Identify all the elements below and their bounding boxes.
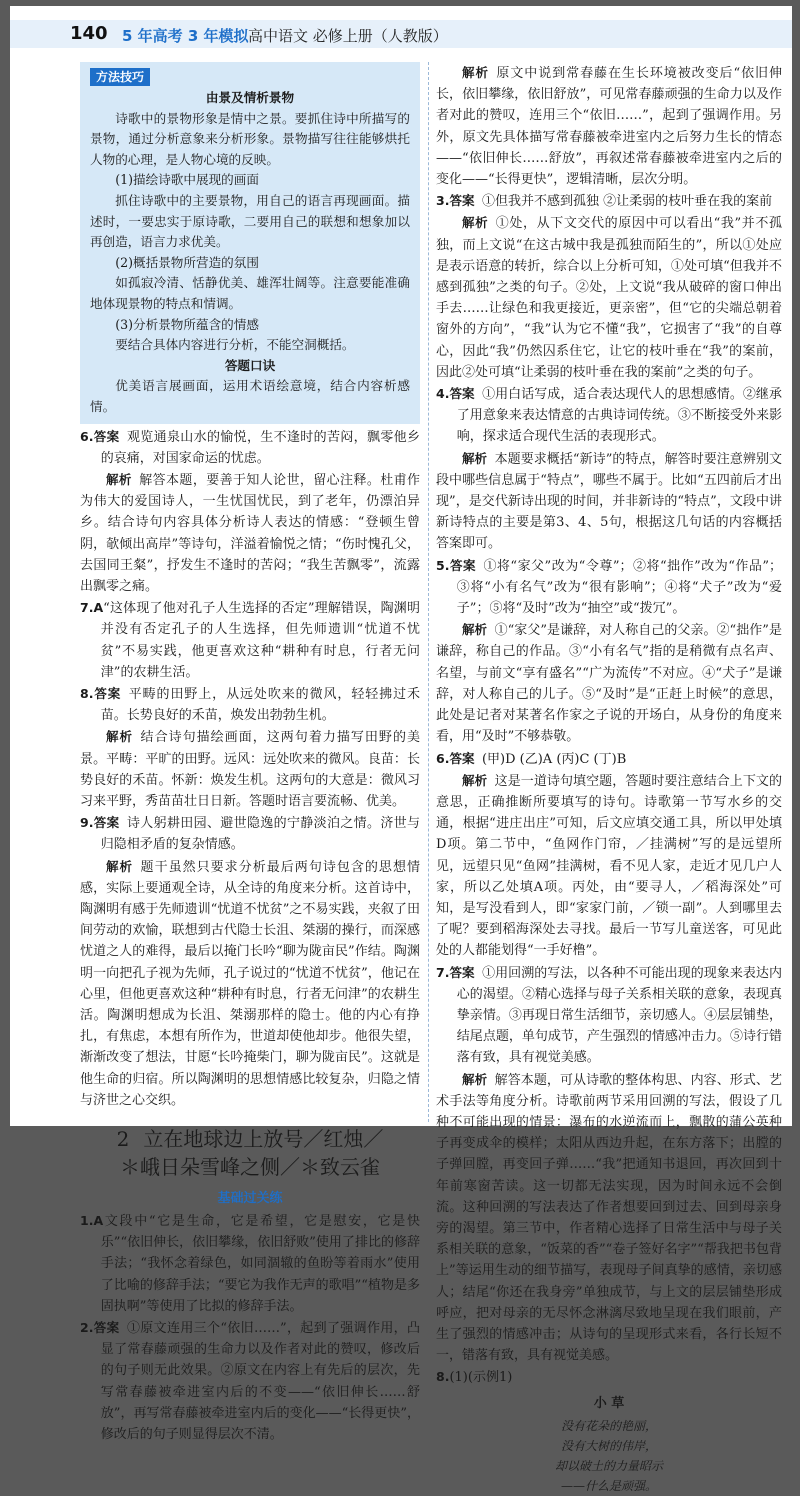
answer-entry bbox=[436, 212, 782, 383]
section-title-line2: ＊峨日朵雪峰之侧／＊致云雀 bbox=[120, 1155, 380, 1179]
poem bbox=[436, 1416, 782, 1496]
answer-entry bbox=[80, 597, 420, 683]
question-number: 3. bbox=[436, 193, 450, 209]
entry-text: ①“家父”是谦辞，对人称自己的父亲。②“拙作”是谦辞，称自己的作品。③“小有名气”指的是稍微有点名声、名望，与前文“享有盛名”“广为流传”不对应。④“犬子”是谦辞，对人称自己的儿子。⑤“及时”是“正赶上时候”的意思，此处是记者对某著名作家之子说的开场白，从身份的角度来看，用“及时”不够恭敬。 bbox=[436, 623, 782, 745]
answer-entry bbox=[80, 856, 420, 1111]
entry-text: 结合诗句描绘画面，这两句着力描写田野的美景。平畴：平旷的田野。远风：远处吹来的微风。良苗：长势良好的禾苗。怀新：焕发生机。这两句的大意是：微风习习来平野，秀苗苗壮日日新。答题时语言要流畅、优美。 bbox=[80, 730, 420, 809]
poem-line: 却以破土的力量昭示 bbox=[554, 1458, 663, 1473]
section-heading bbox=[80, 1125, 420, 1181]
entry-text: ①用回溯的写法，以各种不可能出现的现象来表达内心的渴望。②精心选择与母子关系相关联的意象，表现真挚亲情。③再现日常生活细节，亲切感人。④层层铺垫，结尾点题，单句成节，产生强烈的情感冲击力。⑤诗行错落有致，具有视觉美感。 bbox=[456, 965, 782, 1066]
formula-title: 答题口诀 bbox=[224, 357, 276, 373]
question-number: 7. bbox=[436, 964, 450, 980]
entry-label: 解析 bbox=[462, 1071, 488, 1087]
entry-text: (1)(示例1) bbox=[449, 1370, 513, 1386]
question-number: 1.A bbox=[80, 1213, 104, 1228]
column-divider bbox=[428, 62, 429, 1122]
answer-entry bbox=[436, 619, 782, 747]
entry-text: 平畴的田野上，从远处吹来的微风，轻轻拂过禾苗。长势良好的禾苗，焕发出勃勃生机。 bbox=[100, 686, 420, 724]
entry-text: (甲)D (乙)A (丙)C (丁)B bbox=[481, 751, 627, 767]
answer-entry bbox=[80, 426, 420, 469]
answer-entry bbox=[436, 748, 782, 770]
answer-entry bbox=[80, 1210, 420, 1317]
entry-text: ①原文连用三个“依旧……”，起到了强调作用，凸显了常春藤顽强的生命力以及作者对此的赞叹，修改后的句子则无此效果。②原文在内容上有先后的层次，先写常春藤被牵进室内后的不变——“依旧伸长……舒放”，再写常春藤被牵进室内后的变化——“长得更快”，修改后的句子则显得层次不清。 bbox=[100, 1321, 420, 1443]
entry-text: 文段中“它是生命，它是希望，它是慰安，它是快乐”“依旧伸长，依旧攀缘，依旧舒败”使用了排比的修辞手法；“我怀念着绿色，如同涸辙的鱼盼等着雨水”使用了比喻的修辞手法；“要它为我作无声的歌唱”“植物是多固执啊”等使用了比拟的修辞手法。 bbox=[100, 1214, 420, 1314]
entry-text: 观览通泉山水的愉悦，生不逢时的苦闷，飘零他乡的哀痛，对国家命运的忧虑。 bbox=[100, 429, 420, 466]
method-tip-box bbox=[80, 62, 420, 424]
poem-title: 小 草 bbox=[593, 1395, 625, 1411]
question-number: 8. bbox=[436, 1369, 450, 1385]
entry-label: 答案 bbox=[449, 750, 475, 766]
right-column bbox=[436, 62, 782, 1496]
question-number: 7.A bbox=[80, 600, 104, 616]
question-number: 5. bbox=[436, 557, 450, 573]
entry-label: 解析 bbox=[106, 858, 134, 874]
entry-label: 解析 bbox=[462, 450, 488, 466]
book-title: 高中语文 必修上册（人教版） bbox=[248, 27, 448, 45]
question-number: 4. bbox=[436, 386, 450, 402]
answer-entry bbox=[436, 1069, 782, 1367]
question-number: 2. bbox=[80, 1320, 94, 1336]
question-number: 9. bbox=[80, 815, 94, 831]
page-header bbox=[10, 6, 792, 52]
entry-label: 答案 bbox=[93, 428, 120, 444]
entry-label: 答案 bbox=[449, 964, 475, 980]
question-number: 6. bbox=[80, 428, 94, 444]
series-title: 5 年高考 3 年模拟 bbox=[122, 27, 249, 45]
section-number: 2 bbox=[116, 1127, 130, 1151]
entry-text: 解答本题，可从诗歌的整体构思、内容、形式、艺术手法等角度分析。诗歌前两节采用回溯的写法，假设了几种不可能出现的情景：瀑布的水逆流而上，飘散的蒲公英种子再变成伞的模样；太阳从西边升起，在东方落下；出膛的子弹回膛，再变回子弹……“我”把通知书退回，再次回到十年前寒窗苦读。这一切都无法实现，因为时间永远不会倒流。这种回溯的写法表达了作者想要回到过去、回到母亲身旁的渴望。第三节中，作者精心选择了日常生活中与母子关系相关联的意象，“饭菜的香”“卷子签好名字”“帮我把书包背上”等运用生动的细节描写，表现母子间真挚的感情，亲切感人；结尾“你还在我身旁”单独成节，与上文的层层铺垫形成呼应，把对母亲的无尽怀念淋漓尽致地呈现在我们眼前，产生了强烈的情感冲击；从诗句的呈现形式来看，各行长短不一，错落有致，具有视觉美感。 bbox=[436, 1072, 782, 1364]
answer-entry bbox=[80, 812, 420, 855]
tip-paragraph: 如孤寂冷清、恬静优美、雄浑壮阔等。注意要能准确地体现景物的特点和情调。 bbox=[90, 275, 410, 311]
entry-label: 解析 bbox=[106, 729, 134, 745]
entry-text: ①处，从下文交代的原因中可以看出“我”并不孤独，而上文说“在这古城中我是孤独而陌生的”，所以①处应是表示语意的转折，综合以上分析可知，①处可填“但我并不感到孤独”之类的句子。②处，上文说“我从破碎的窗口伸出手去……让绿色和我更接近，更亲密”，但“它的尖端总朝着窗外的方向”，“我”认为它不懂“我”，它损害了“我”的自尊心，因此“我”仍然囚系住它，让它的枝叶垂在“我”的案前，因此②处可填“让柔弱的枝叶垂在我的案前”之类的句子。 bbox=[436, 216, 782, 380]
answer-entry bbox=[436, 555, 782, 620]
answer-entry bbox=[80, 726, 420, 812]
entry-label: 解析 bbox=[462, 215, 489, 231]
tip-title: 由景及情析景物 bbox=[205, 90, 295, 105]
entry-label: 答案 bbox=[449, 193, 475, 209]
answer-entry bbox=[436, 190, 782, 212]
section-title-line1: 立在地球边上放号／红烛／ bbox=[143, 1127, 384, 1151]
answer-entry bbox=[436, 770, 782, 962]
page-number: 140 bbox=[70, 23, 108, 44]
right-answer-list bbox=[436, 62, 782, 1389]
formula-text: 优美语言展画面，运用术语绘意境，结合内容析感情。 bbox=[90, 378, 410, 414]
entry-label: 答案 bbox=[93, 685, 122, 701]
entry-text: ①但我并不感到孤独 ②让柔弱的枝叶垂在我的案前 bbox=[481, 194, 773, 210]
poem-line: 没有大树的伟岸， bbox=[560, 1438, 657, 1453]
question-number: 8. bbox=[80, 685, 94, 701]
entry-text: 这是一道诗句填空题，答题时要注意结合上下文的意思，正确推断所要填写的诗句。诗歌第一节写水乡的交通，根据“进庄出庄”可知，后文应填交通工具，所以甲处填D项。第二节中，“鱼网作门帘，／挂满树”写的是远望所见，远望只见“鱼网”挂满树，看不见人家，走近才见几户人家，所以乙处填A项。丙处，由“要寻人，／稻海深处”可知，是写没看到人，即“家家门前，／锁一副”。人到哪里去了呢？要到稻海深处去寻找。最后一节写儿童送客，可见此处的人都能划得“一手好橹”。 bbox=[436, 773, 782, 959]
tip-paragraph: (1)描绘诗歌中展现的画面 bbox=[115, 172, 259, 188]
answer-entry bbox=[80, 1317, 420, 1445]
answer-entry bbox=[436, 1366, 782, 1388]
entry-label: 答案 bbox=[93, 815, 120, 831]
entry-label: 解析 bbox=[462, 622, 488, 638]
tip-paragraph: (3)分析景物所蕴含的情感 bbox=[115, 316, 259, 332]
entry-text: 解答本题，要善于知人论世，留心注释。杜甫作为伟大的爱国诗人，一生忧国忧民，到了老年，仍漂泊异乡。结合诗句内容具体分析诗人表达的情感：“登顿生曾阴，欹倾出高岸”等诗句，洋溢着愉悦之情；“伤时愧孔父，去国同王粲”，抒发生不逢时的苦闷；“我生苦飘零”，流露出飘零之痛。 bbox=[80, 472, 420, 594]
answer-entry bbox=[436, 62, 782, 190]
tip-tag: 方法技巧 bbox=[90, 68, 150, 86]
entry-label: 答案 bbox=[449, 386, 475, 402]
answer-entry bbox=[436, 962, 782, 1069]
answer-entry bbox=[436, 383, 782, 448]
entry-label: 答案 bbox=[93, 1320, 120, 1336]
tip-paragraph: 要结合具体内容进行分析，不能空洞概括。 bbox=[115, 337, 355, 353]
entry-text: 诗人躬耕田园、避世隐逸的宁静淡泊之情。济世与归隐相矛盾的复杂情感。 bbox=[100, 816, 420, 853]
entry-text: ①将“家父”改为“令尊”；②将“拙作”改为“作品”；③将“小有名气”改为“很有影响”；④将“犬子”改为“爱子”；⑤将“及时”改为“抽空”或“拨冗”。 bbox=[456, 558, 782, 617]
entry-text: 题干虽然只要求分析最后两句诗包含的思想情感，实际上要通观全诗，从全诗的角度来分析。这首诗中，陶渊明有感于先师遗训“忧道不忧贫”之不易实践，夹叙了田间劳动的欢愉，联想到古代隐士长沮、桀溺的操行，而深感忧道之人的难得，最后以掩门长吟“聊为陇亩民”作结。陶渊明一向把孔子视为先师，孔子说过的“忧道不忧贫”，他记在心里，但他更喜欢这种“耕种有时息，行者无问津”的农耕生活。陶渊明想成为长沮、桀溺那样的隐士。他的内心有挣扎，有焦虑，本想有所作为，世道却使他却步。他很失望，渐渐改变了想法，甘愿“长吟掩柴门，聊为陇亩民”。这就是他生命的归宿。所以陶渊明的思想情感比较复杂，归隐之情与济世之心交织。 bbox=[80, 859, 420, 1108]
left-answer-list-2 bbox=[80, 1210, 420, 1445]
entry-label: 解析 bbox=[106, 471, 132, 487]
basic-practice-title: 基础过关练 bbox=[217, 1191, 283, 1206]
tip-paragraph: 诗歌中的景物形象是情中之景。要抓住诗中所描写的景物，通过分析意象来分析形象。景物描写往往能够烘托人物的心理，是人物心境的反映。 bbox=[90, 110, 410, 167]
answer-entry bbox=[436, 448, 782, 555]
tip-paragraph: (2)概括景物所营造的氛围 bbox=[115, 254, 259, 270]
poem-line: ——什么是顽强。 bbox=[560, 1478, 657, 1493]
left-column bbox=[80, 62, 420, 1445]
left-answer-list bbox=[80, 426, 420, 1112]
entry-text: 原文中说到常春藤在生长环境被改变后“依旧伸长，依旧攀缘，依旧舒放”，可见常春藤顽强的生命力以及作者对此的赞叹，连用三个“依旧……”，起到了强调作用。另外，原文先具体描写常春藤被牵进室内之后努力生长的情态——“依旧伸长……舒放”，再叙述常春藤被牵进室内之后的变化——“长得更快”，逻辑清晰，层次分明。 bbox=[436, 66, 782, 188]
poem-line: 没有花朵的艳丽， bbox=[560, 1418, 657, 1433]
entry-text: 本题要求概括“新诗”的特点，解答时要注意辨别文段中哪些信息属于“特点”，哪些不属于。比如“五四前后才出现”，是交代新诗出现的时间，并非新诗的“特点”，文段中讲新诗特点的主要是第3、4、5句，根据这几句话的内容概括答案即可。 bbox=[436, 451, 782, 552]
entry-label: 解析 bbox=[462, 772, 488, 788]
entry-text: “这体现了他对孔子人生选择的否定”理解错误，陶渊明并没有否定孔子的人生选择，但先师遗训“忧道不忧贫”不易实践，他更喜欢这种“耕种有时息，行者无问津”的农耕生活。 bbox=[100, 601, 420, 680]
question-number: 6. bbox=[436, 750, 450, 766]
answer-entry bbox=[80, 469, 420, 597]
answer-entry bbox=[80, 683, 420, 726]
page bbox=[10, 6, 792, 1493]
entry-label: 解析 bbox=[462, 65, 489, 80]
entry-text: ①用白话写成，适合表达现代人的思想感情。②继承了用意象来表达情意的古典诗词传统。③不断接受外来影响，探求适合现代生活的表现形式。 bbox=[456, 387, 782, 445]
entry-label: 答案 bbox=[449, 557, 476, 573]
tip-paragraph: 抓住诗歌中的主要景物，用自己的语言再现画面。描述时，一要忠实于原诗歌，二要用自己的联想和想象加以再创造，语言力求优美。 bbox=[90, 192, 410, 250]
